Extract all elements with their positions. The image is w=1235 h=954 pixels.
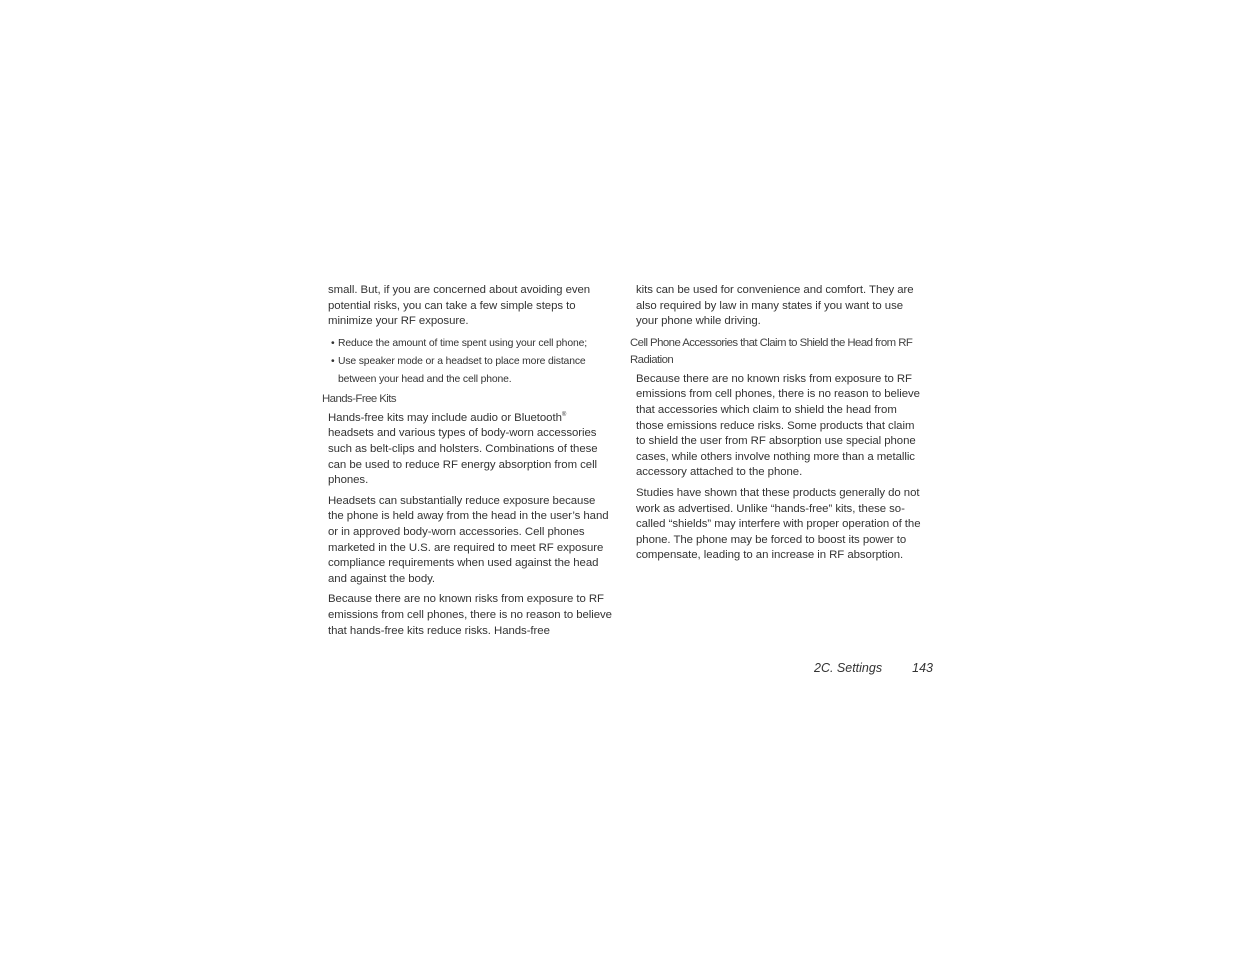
page-number: 143 [912, 661, 933, 675]
left-column [322, 283, 614, 644]
list-item [328, 335, 614, 353]
hands-free-paragraph-3: Because there are no known risks from exposure to RF emissions from cell phones, there is no reason to believe that hands-free kits reduce risks. Hands-free [328, 593, 612, 637]
right-column [630, 283, 922, 569]
list-item-text: Reduce the amount of time spent using your cell phone; [338, 337, 587, 349]
hands-free-p1-end: headsets and various types of body-worn accessories such as belt-clips and holsters. Combinations of these can be used to reduce RF energy absorption from cell phones. [328, 427, 598, 487]
bullet-mark: • [331, 337, 335, 349]
hands-free-paragraph-1 [328, 411, 614, 489]
footer-section-name: 2C. Settings [814, 661, 883, 675]
rf-exposure-tips-list [328, 335, 614, 389]
section-heading-shield-accessories: Cell Phone Accessories that Claim to Shield the Head from RF Radiation [630, 336, 913, 366]
hands-free-p1-start: Hands-free kits may include audio or Bluetooth [328, 411, 562, 424]
list-item [328, 353, 614, 389]
page-footer [760, 661, 934, 679]
continuation-paragraph: kits can be used for convenience and comfort. They are also required by law in many states if you want to use your phone while driving. [636, 284, 914, 328]
shield-paragraph-1: Because there are no known risks from exposure to RF emissions from cell phones, there is no reason to believe that accessories which claim to shield the head from those emissions reduce risks. Some products that claim to shield the user from RF absorption use special phone cases, while others involve nothing more than a metallic accessory attached to the phone. [636, 372, 920, 479]
hands-free-paragraph-2: Headsets can substantially reduce exposure because the phone is held away from the head in the user’s hand or in approved body-worn accessories. Cell phones marketed in the U.S. are required to meet RF exposure compliance requirements when used against the head and against the body. [328, 494, 609, 585]
section-heading-hands-free-kits: Hands-Free Kits [322, 392, 397, 405]
intro-paragraph: small. But, if you are concerned about avoiding even potential risks, you can take a few simple steps to minimize your RF exposure. [328, 284, 591, 328]
shield-paragraph-2: Studies have shown that these products generally do not work as advertised. Unlike “hands-free” kits, these so-called “shields” may interfere with proper operation of the phone. The phone may be forced to boost its power to compensate, leading to an increase in RF absorption. [636, 486, 921, 562]
list-item-text: Use speaker mode or a headset to place more distance between your head and the cell phone. [338, 355, 586, 385]
registered-trademark-mark: ® [561, 411, 567, 418]
bullet-mark: • [331, 355, 335, 367]
